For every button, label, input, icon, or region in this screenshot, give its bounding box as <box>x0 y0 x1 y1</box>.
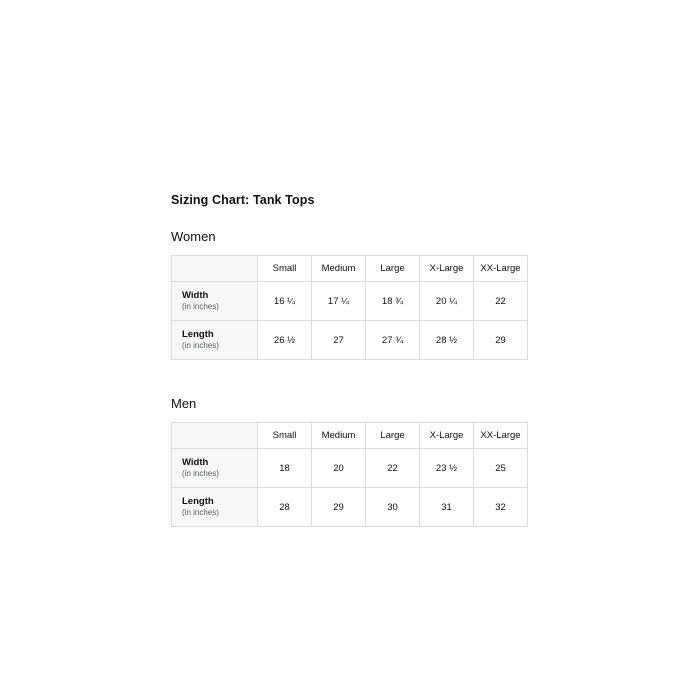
cell-length-xx-large: 29 <box>474 321 528 360</box>
cell-width-small: 18 <box>258 449 312 488</box>
cell-length-large: 30 <box>366 488 420 527</box>
row-header-length <box>172 321 258 360</box>
row-header-label: Length <box>182 328 214 340</box>
column-header-x-large: X-Large <box>420 256 474 282</box>
cell-width-xx-large: 22 <box>474 282 528 321</box>
table-body-men <box>172 449 528 527</box>
section-heading-women: Women <box>171 229 216 244</box>
table-row <box>172 449 528 488</box>
cell-length-medium: 27 <box>312 321 366 360</box>
row-header-unit: (in inches) <box>182 341 219 351</box>
cell-width-large: 18 ¾ <box>366 282 420 321</box>
column-header-small: Small <box>258 423 312 449</box>
row-header-unit: (in inches) <box>182 469 219 479</box>
row-header-label: Width <box>182 289 209 301</box>
cell-length-x-large: 31 <box>420 488 474 527</box>
section-women <box>171 229 531 360</box>
table-header-row <box>172 423 528 449</box>
column-header-medium: Medium <box>312 256 366 282</box>
cell-width-x-large: 20 ¼ <box>420 282 474 321</box>
cell-length-xx-large: 32 <box>474 488 528 527</box>
table-header-men <box>172 423 528 449</box>
cell-length-large: 27 ¾ <box>366 321 420 360</box>
table-header-women <box>172 256 528 282</box>
table-corner-cell <box>172 423 258 449</box>
size-table-men <box>171 422 528 527</box>
row-header-label: Length <box>182 495 214 507</box>
table-header-row <box>172 256 528 282</box>
sizing-chart-content <box>171 193 531 527</box>
column-header-large: Large <box>366 423 420 449</box>
column-header-small: Small <box>258 256 312 282</box>
table-body-women <box>172 282 528 360</box>
section-heading-men: Men <box>171 396 197 411</box>
table-corner-cell <box>172 256 258 282</box>
row-header-unit: (in inches) <box>182 302 219 312</box>
cell-width-x-large: 23 ½ <box>420 449 474 488</box>
row-header-length <box>172 488 258 527</box>
cell-length-small: 28 <box>258 488 312 527</box>
cell-width-small: 16 ¼ <box>258 282 312 321</box>
row-header-unit: (in inches) <box>182 508 219 518</box>
cell-width-xx-large: 25 <box>474 449 528 488</box>
table-row <box>172 488 528 527</box>
column-header-large: Large <box>366 256 420 282</box>
column-header-xx-large: XX-Large <box>474 423 528 449</box>
row-header-width <box>172 449 258 488</box>
row-header-label: Width <box>182 456 209 468</box>
cell-length-small: 26 ½ <box>258 321 312 360</box>
table-row <box>172 282 528 321</box>
column-header-xx-large: XX-Large <box>474 256 528 282</box>
cell-width-medium: 20 <box>312 449 366 488</box>
column-header-x-large: X-Large <box>420 423 474 449</box>
column-header-medium: Medium <box>312 423 366 449</box>
row-header-width <box>172 282 258 321</box>
cell-width-large: 22 <box>366 449 420 488</box>
cell-length-medium: 29 <box>312 488 366 527</box>
cell-width-medium: 17 ¼ <box>312 282 366 321</box>
size-table-women <box>171 255 528 360</box>
section-men <box>171 396 531 527</box>
page-title: Sizing Chart: Tank Tops <box>171 193 315 207</box>
section-spacer <box>171 360 531 396</box>
table-row <box>172 321 528 360</box>
cell-length-x-large: 28 ½ <box>420 321 474 360</box>
